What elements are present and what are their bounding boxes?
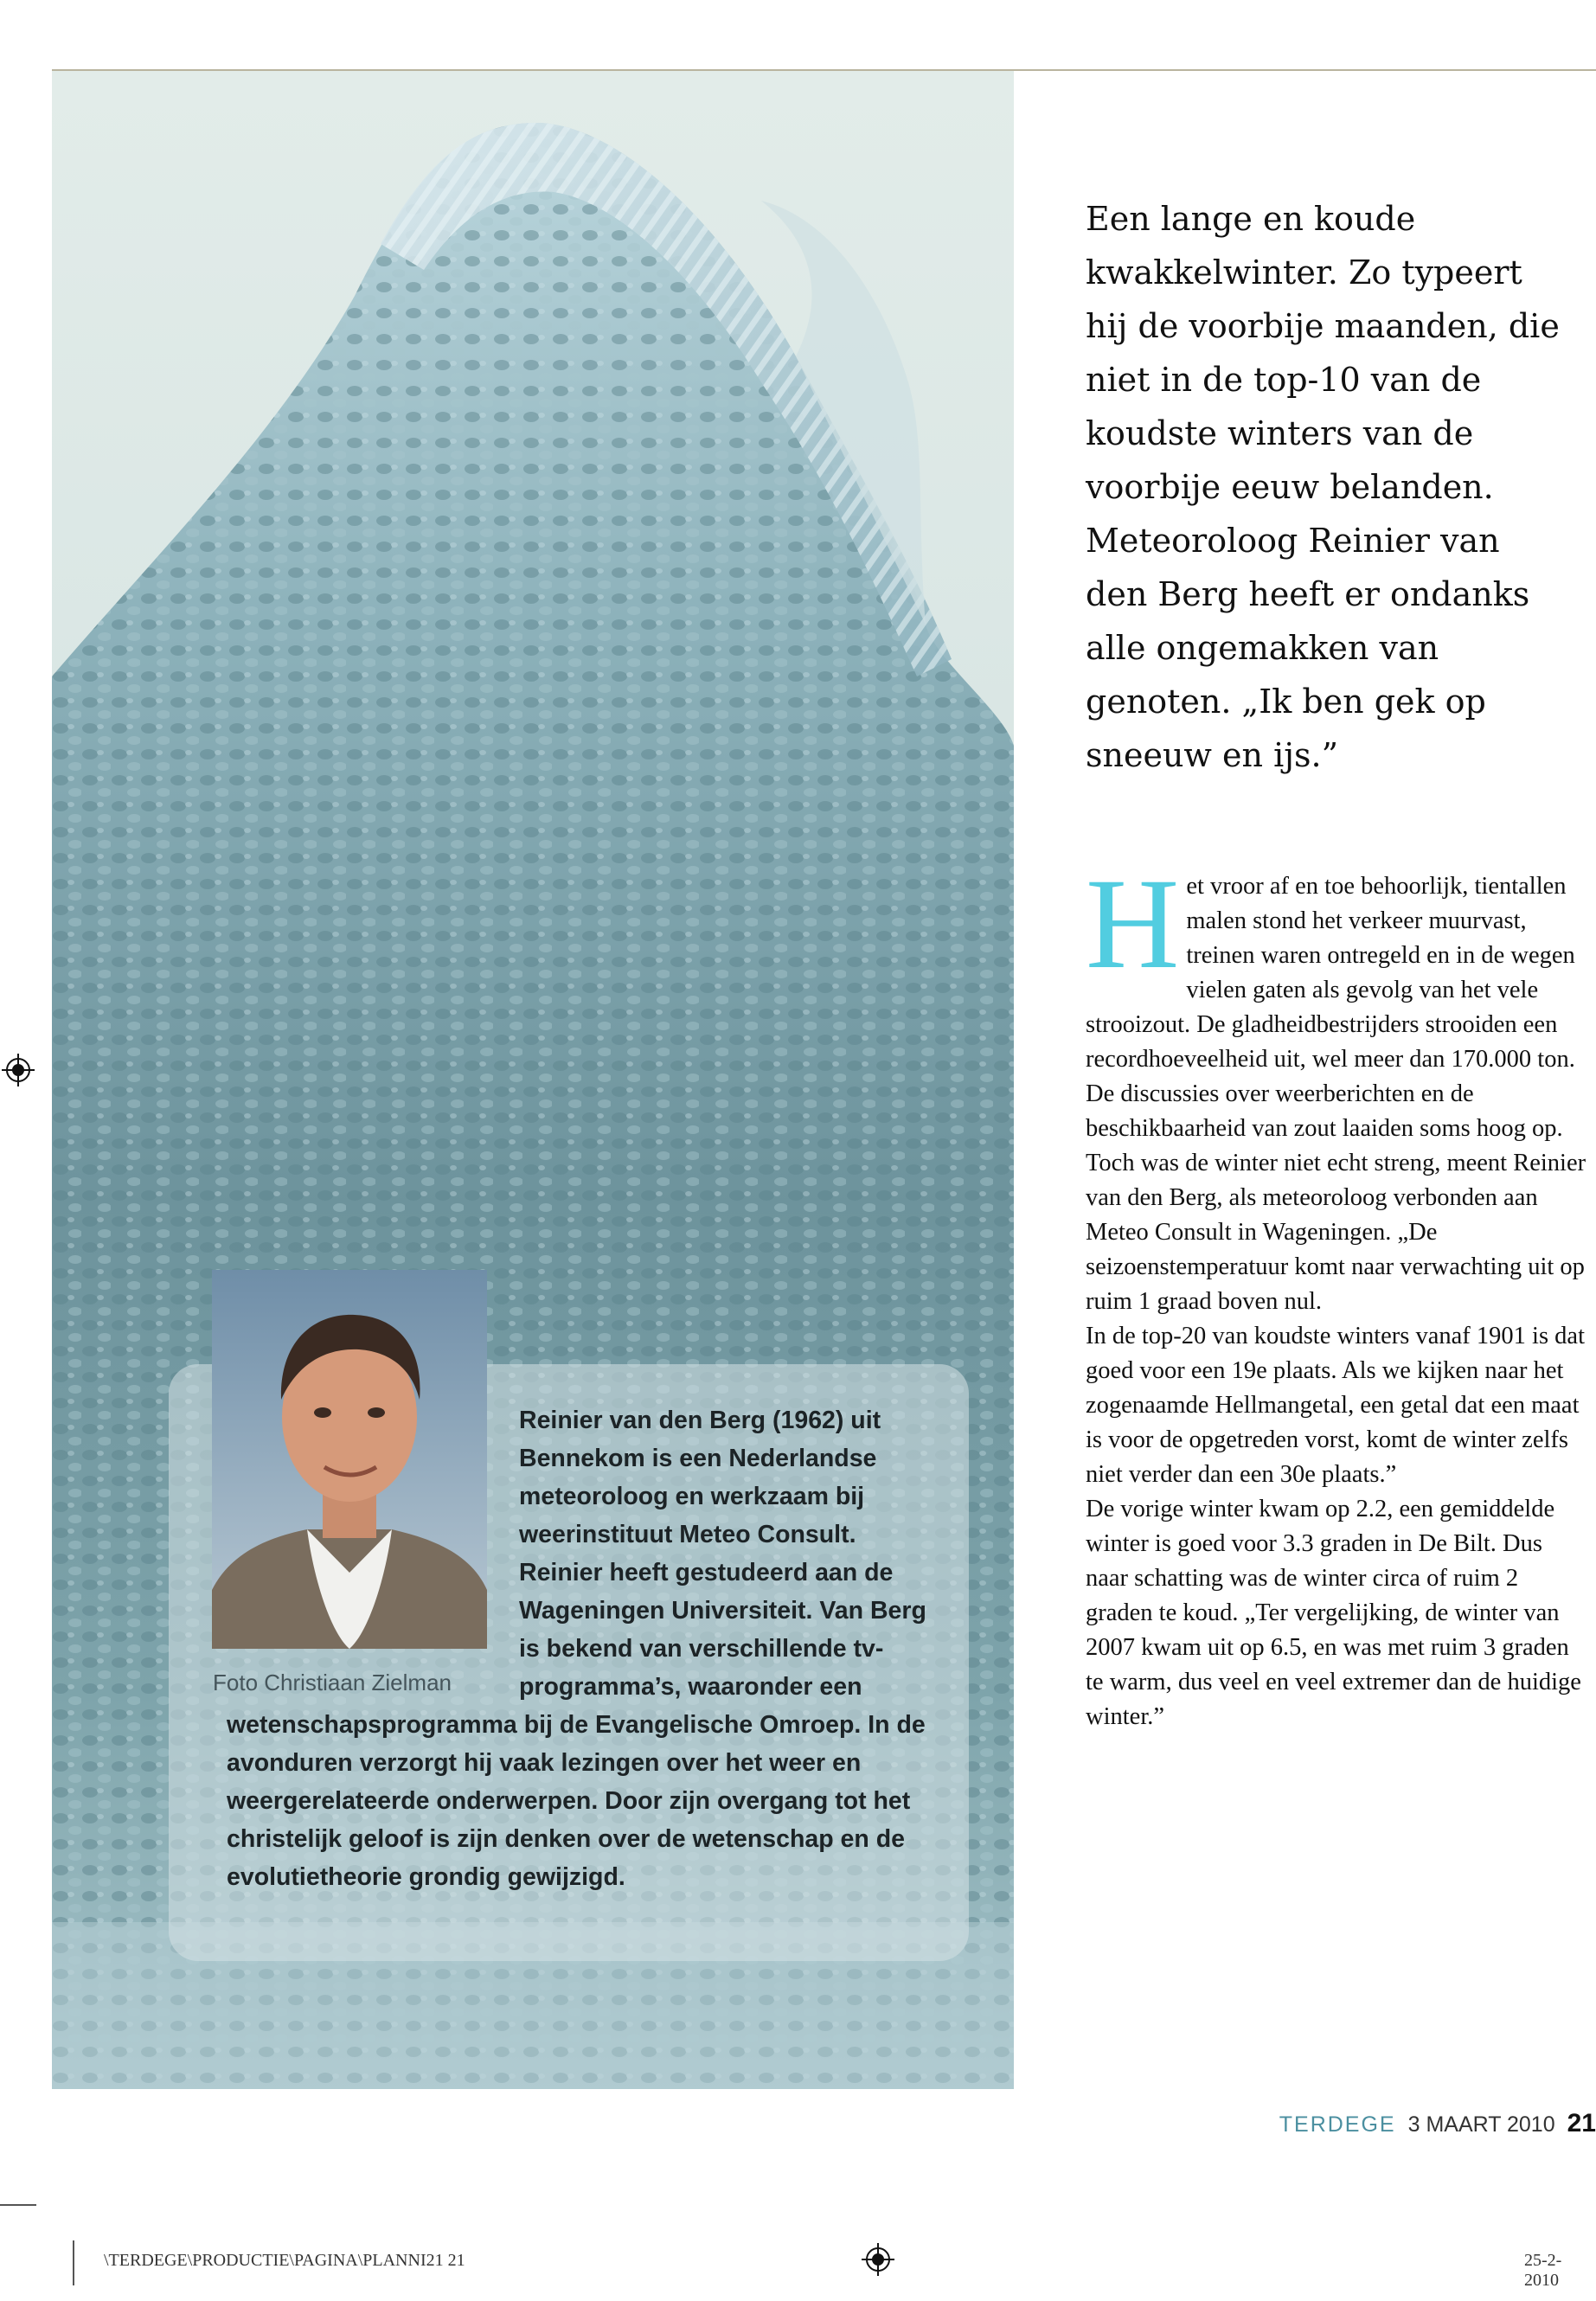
intro-paragraph: Een lange en koude kwakkelwinter. Zo typeert hij de voorbije maanden, die niet in de top-10 van de koudste winters van de voorbije eeuw belanden. Meteoroloog Reinier van den Berg heeft er ondanks alle ongemakken van genoten. „Ik ben gek op sneeuw en ijs.” bbox=[1086, 200, 1560, 774]
article-body bbox=[1086, 852, 1587, 1734]
folio-brand: TERDEGE bbox=[1279, 2112, 1396, 2137]
folio bbox=[1279, 2109, 1596, 2138]
crop-mark bbox=[73, 2240, 74, 2285]
registration-mark-icon bbox=[2, 1054, 35, 1086]
folio-date: 3 MAART 2010 bbox=[1407, 2112, 1555, 2137]
article-paragraph: et vroor af en toe behoorlijk, tientallen malen stond het verkeer muurvast, treinen waren ontregeld en in de wegen vielen gaten als gevolg van het vele strooizout. De gladheidbestrijders strooiden een recordhoeveelheid uit, wel meer dan 170.000 ton. De discussies over weerberichten en de beschikbaarheid van zout laaiden soms hoog op. bbox=[1086, 873, 1575, 1142]
crop-mark bbox=[0, 2204, 36, 2206]
slug-date: 25-2-2010 bbox=[1524, 2251, 1562, 2290]
page-number: 21 bbox=[1567, 2109, 1596, 2138]
registration-mark-icon bbox=[862, 2243, 894, 2276]
bio-text-block bbox=[227, 1401, 945, 1938]
drop-cap: H bbox=[1086, 852, 1180, 996]
photo-credit: Foto Christiaan Zielman bbox=[213, 1670, 452, 1695]
article-paragraph: De vorige winter kwam op 2.2, een gemiddelde winter is goed voor 3.3 graden in De Bilt. Dus naar schatting was de winter circa of ruim 2 graden te koud. „Ter vergelijking, de winter van 2007 kwam uit op 6.5, en was met ruim 3 graden te warm, dus veel en veel extremer dan de huidige winter.” bbox=[1086, 1496, 1581, 1730]
bio-text: Reinier van den Berg (1962) uit Bennekom is een Nederlandse meteoroloog en werkzaam bij weerinstituut Meteo Consult. Reinier heeft gestudeerd aan de Wageningen Universiteit. Van Berg is bekend van verschillende tv-programma’s, waaronder een wetenschapsprogramma bij de Evangelische Omroep. In de avonduren verzorgt hij vaak lezingen over het weer en weergerelateerde onderwerpen. Door zijn overgang tot het christelijk geloof is zijn denken over de wetenschap en de evolutietheorie grondig gewijzigd. bbox=[227, 1407, 926, 1891]
portrait-wrap-spacer bbox=[227, 1401, 519, 1702]
article-paragraph: Toch was de winter niet echt streng, meent Reinier van den Berg, als meteoroloog verbonden aan Meteo Consult in Wageningen. „De seizoenstemperatuur komt naar verwachting uit op ruim 1 graad boven nul. bbox=[1086, 1150, 1586, 1315]
article-paragraph: In de top-20 van koudste winters vanaf 1901 is dat goed voor een 19e plaats. Als we kijken naar het zogenaamde Hellmangetal, een getal dat een maat is voor de opgetreden vorst, komt de winter zelfs niet verder dan een 30e plaats.” bbox=[1086, 1323, 1585, 1488]
slug-path: \TERDEGE\PRODUCTIE\PAGINA\PLANNI21 21 bbox=[104, 2251, 465, 2270]
